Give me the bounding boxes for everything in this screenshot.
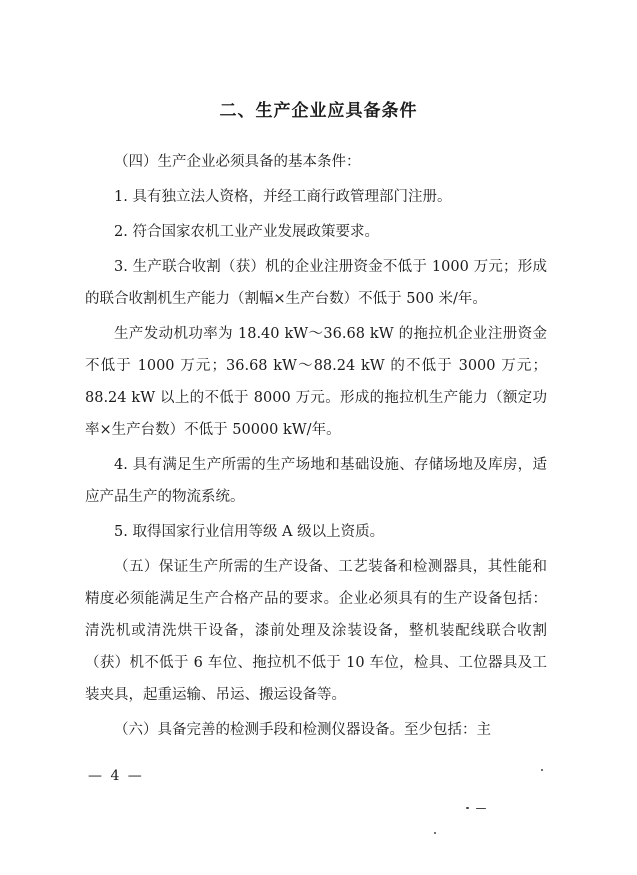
paragraph-item-3: 3. 生产联合收割（获）机的企业注册资金不低于 1000 万元；形成的联合收割机生产能力（割幅×生产台数）不低于 500 米/年。: [85, 259, 547, 307]
paragraph-item-2: 2. 符合国家农机工业产业发展政策要求。: [114, 224, 379, 240]
paragraph-basic-conditions: （四）生产企业必须具备的基本条件：: [114, 154, 361, 170]
body-text: [85, 146, 547, 749]
paragraph-item-4: 4. 具有满足生产所需的生产场地和基础设施、存储场地及库房，适应产品生产的物流系统。: [85, 457, 547, 505]
paragraph-tractor-capital: 生产发动机功率为 18.40 kW～36.68 kW 的拖拉机企业注册资金不低于 1000 万元；36.68 kW～88.24 kW 的不低于 3000 万元；88.24 kW 以上的不低于 8000 万元。形成的拖拉机生产能力（额定功率×生产台数）不低于 50000 kW/年。: [85, 326, 547, 438]
scan-speck: [476, 808, 486, 809]
paragraph-item-1: 1. 具有独立法人资格，并经工商行政管理部门注册。: [114, 189, 452, 205]
scan-speck: [434, 832, 436, 834]
scan-speck: [466, 807, 469, 809]
page-number: — 4 —: [88, 768, 144, 784]
paragraph-equipment: （五）保证生产所需的生产设备、工艺装备和检测器具，其性能和精度必须能满足生产合格产品的要求。企业必须具有的生产设备包括：清洗机或清洗烘干设备，漆前处理及涂装设备，整机装配线联合收割（获）机不低于 6 车位、拖拉机不低于 10 车位，检具、工位器具及工装夹具，起重运输、吊运、搬运设备等。: [85, 559, 547, 703]
scan-speck: [541, 769, 543, 771]
paragraph-item-5: 5. 取得国家行业信用等级 A 级以上资质。: [114, 524, 385, 540]
section-title: 二、生产企业应具备条件: [219, 101, 418, 121]
paragraph-testing: （六）具备完善的检测手段和检测仪器设备。至少包括：主: [114, 722, 491, 738]
